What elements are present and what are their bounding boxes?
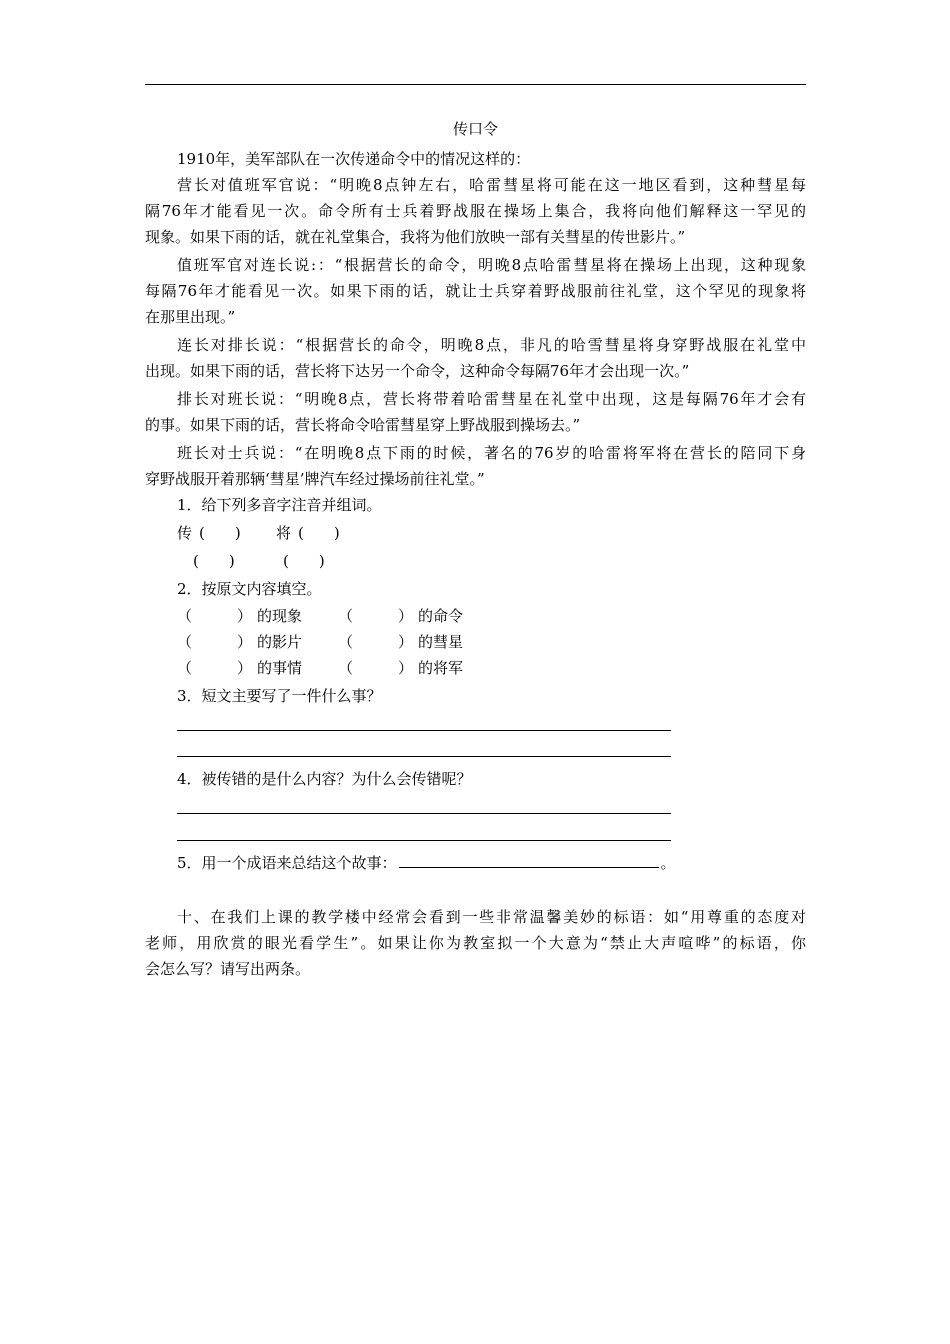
q4-answer-line-1[interactable] xyxy=(177,813,671,814)
q5-prefix: 5．用一个成语来总结这个故事： xyxy=(177,854,397,872)
q1-pinyin-blank-1[interactable]: ( ) xyxy=(199,524,241,542)
q1-word-blank-2[interactable]: ( ) xyxy=(283,552,325,570)
q2-blank-6[interactable]: （ ） xyxy=(338,659,414,677)
q1-char-1: 传 xyxy=(177,524,193,542)
p1-line-3: 现象。如果下雨的话，就在礼堂集合，我将为他们放映一部有关彗星的传世影片。” xyxy=(145,228,686,246)
q2-item-2: 的命令 xyxy=(418,607,464,625)
p3-line-2: 出现。如果下雨的话，营长将下达另一个命令，这种命令每隔76年才会出现一次。” xyxy=(145,362,690,380)
p4-line-1: 排长对班长说：“明晚8点，营长将带着哈雷彗星在礼堂中出现，这是每隔76年才会有 xyxy=(177,390,806,408)
s10-line-1: 十、在我们上课的教学楼中经常会看到一些非常温馨美妙的标语：如“用尊重的态度对 xyxy=(177,908,806,926)
q2-item-5: 的事情 xyxy=(257,659,303,677)
p5-line-1: 班长对士兵说：“在明晚8点下雨的时候，著名的76岁的哈雷将军将在营长的陪同下身 xyxy=(177,444,806,462)
q2-blank-4[interactable]: （ ） xyxy=(338,633,414,651)
q4-label: 4．被传错的是什么内容？为什么会传错呢？ xyxy=(177,770,472,788)
passage-title: 传口令 xyxy=(452,120,498,138)
q1-pinyin-blank-2[interactable]: ( ) xyxy=(298,524,340,542)
q2-item-4: 的彗星 xyxy=(418,633,464,651)
q2-blank-1[interactable]: （ ） xyxy=(177,607,253,625)
intro-line: 1910年，美军部队在一次传递命令中的情况这样的： xyxy=(177,150,531,168)
q2-item-1: 的现象 xyxy=(257,607,303,625)
q5-line xyxy=(177,850,676,876)
q2-blank-5[interactable]: （ ） xyxy=(177,659,253,677)
q1-char-2: 将 xyxy=(276,524,292,542)
p1-line-1: 营长对值班军官说：“明晚8点钟左右，哈雷彗星将可能在这一地区看到，这种彗星每 xyxy=(177,176,806,194)
q3-answer-line-2[interactable] xyxy=(177,756,671,757)
p1-line-2: 隔76年才能看见一次。命令所有士兵着野战服在操场上集合，我将向他们解释这一罕见的 xyxy=(145,202,806,220)
q1-label: 1．给下列多音字注音并组词。 xyxy=(177,496,382,514)
q2-item-3: 的影片 xyxy=(257,633,303,651)
q4-answer-line-2[interactable] xyxy=(177,840,671,841)
s10-line-2: 老师，用欣赏的眼光看学生”。如果让你为教室拟一个大意为“禁止大声喧哗”的标语，你 xyxy=(145,934,806,952)
q2-item-6: 的将军 xyxy=(418,659,464,677)
p4-line-2: 的事。如果下雨的话，营长将命令哈雷彗星穿上野战服到操场去。” xyxy=(145,416,581,434)
p5-line-2: 穿野战服开着那辆‘彗星’牌汽车经过操场前往礼堂。” xyxy=(145,470,485,488)
p2-line-2: 每隔76年才能看见一次。如果下雨的话，就让士兵穿着野战服前往礼堂，这个罕见的现象将 xyxy=(145,282,806,300)
p3-line-1: 连长对排长说：“根据营长的命令，明晚8点，非凡的哈雪彗星将身穿野战服在礼堂中 xyxy=(177,336,806,354)
q3-answer-line-1[interactable] xyxy=(177,730,671,731)
q2-label: 2．按原文内容填空。 xyxy=(177,580,322,598)
q1-word-blank-1[interactable]: ( ) xyxy=(193,552,235,570)
q2-blank-3[interactable]: （ ） xyxy=(177,633,253,651)
q2-blank-2[interactable]: （ ） xyxy=(338,607,414,625)
s10-line-3: 会怎么写？请写出两条。 xyxy=(145,960,311,978)
q5-answer-blank[interactable] xyxy=(399,853,659,868)
p2-line-3: 在那里出现。” xyxy=(145,308,236,326)
header-rule xyxy=(145,84,806,85)
q3-label: 3．短文主要写了一件什么事？ xyxy=(177,687,382,705)
q5-suffix: 。 xyxy=(660,854,676,872)
p2-line-1: 值班军官对连长说:：“根据营长的命令，明晚8点哈雷彗星将在操场上出现，这种现象 xyxy=(177,256,806,274)
